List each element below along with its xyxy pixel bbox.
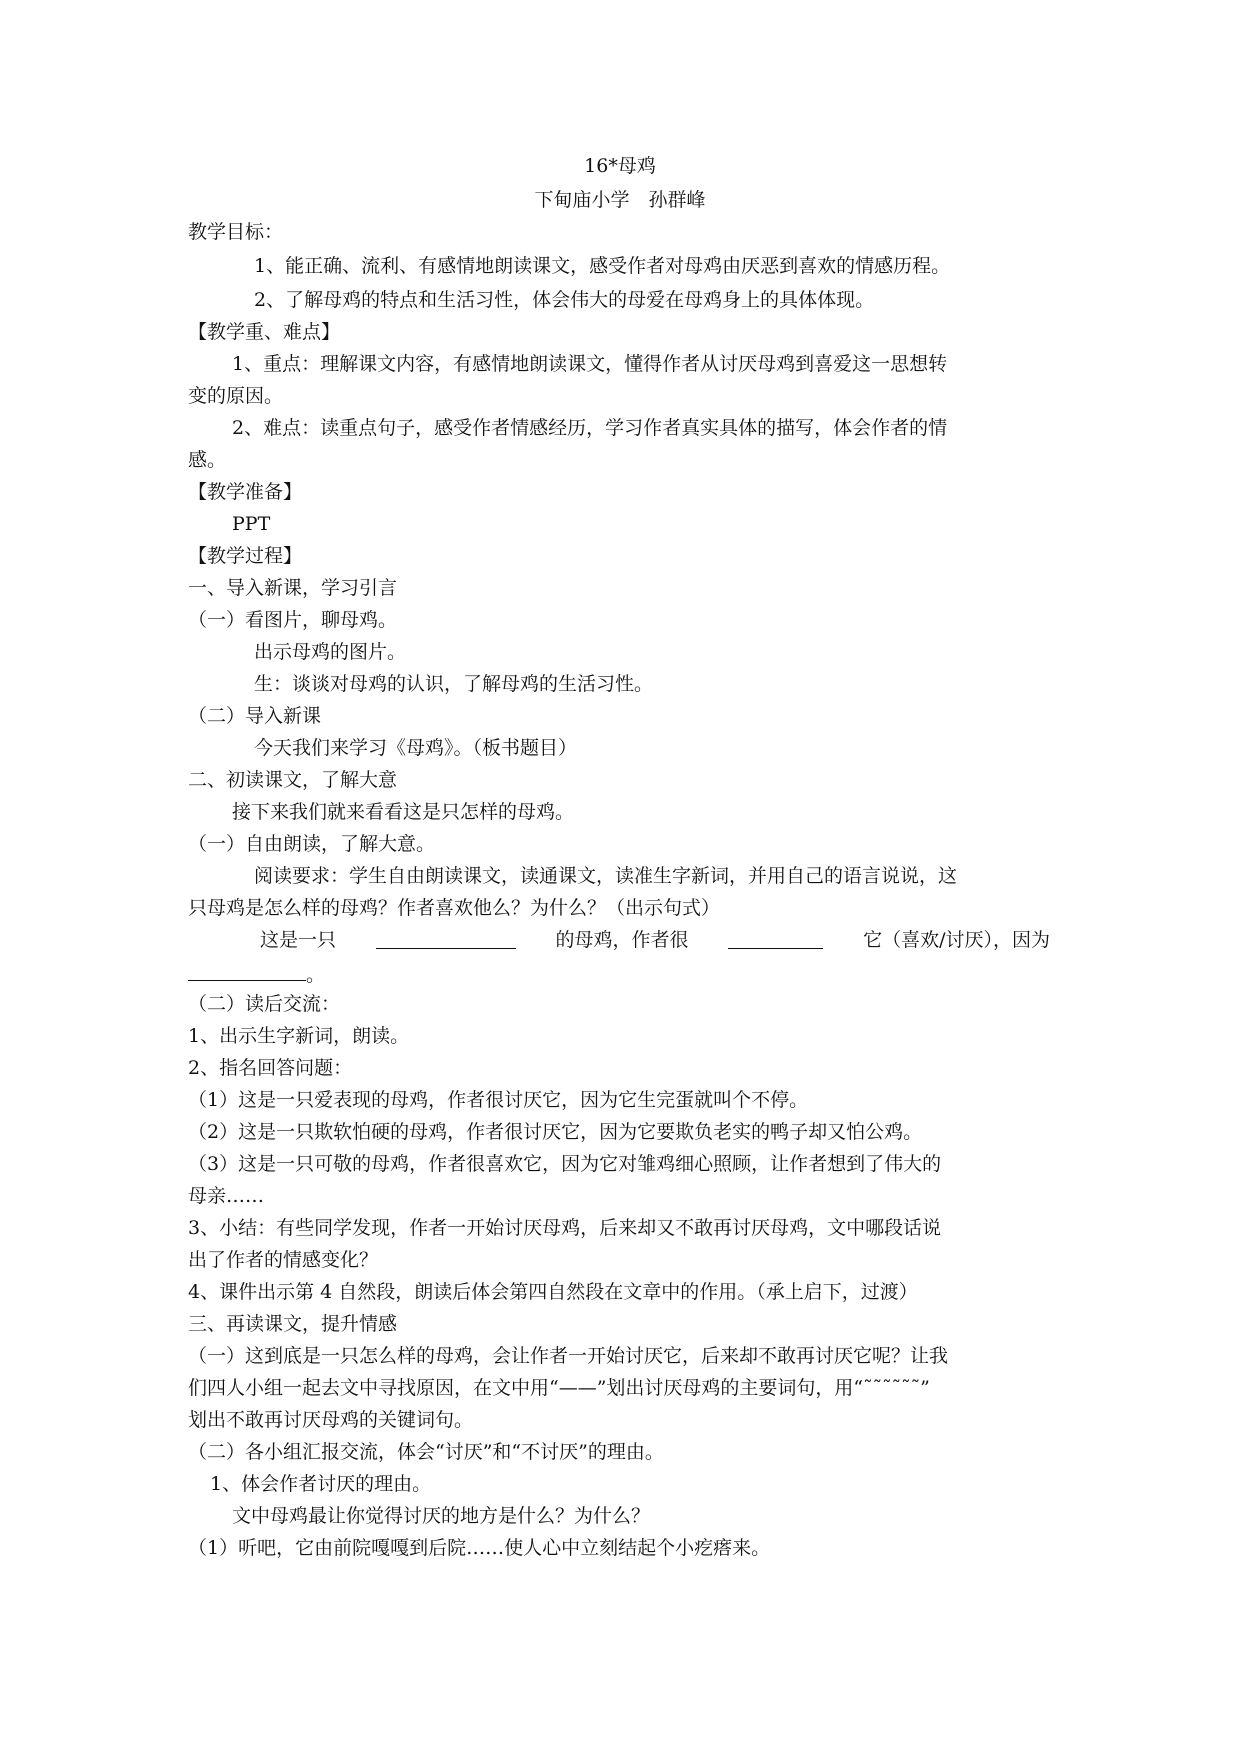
text-line: （2）这是一只欺软怕硬的母鸡，作者很讨厌它，因为它要欺负老实的鸭子却又怕公鸡。 [188, 1121, 923, 1143]
text-line: （一）看图片，聊母鸡。 [188, 609, 398, 631]
fill-in-sentence [260, 928, 1050, 952]
text-line: PPT [232, 513, 271, 535]
text-line: 2、难点：读重点句子，感受作者情感经历，学习作者真实具体的描写，体会作者的情 [232, 417, 948, 439]
section-heading: 教学目标： [188, 221, 284, 243]
text-line: （3）这是一只可敬的母鸡，作者很喜欢它，因为它对雏鸡细心照顾，让作者想到了伟大的 [188, 1153, 942, 1175]
text-line: 1、能正确、流利、有感情地朗读课文，感受作者对母鸡由厌恶到喜欢的情感历程。 [254, 255, 951, 277]
text-line: 只母鸡是怎么样的母鸡？作者喜欢他么？为什么？（出示句式） [188, 897, 721, 919]
text-line: 1、重点：理解课文内容，有感情地朗读课文，懂得作者从讨厌母鸡到喜爱这一思想转 [232, 353, 948, 375]
text-line: 二、初读课文，了解大意 [188, 769, 398, 791]
text-line: （二）读后交流： [188, 993, 341, 1015]
text-line: 3、小结：有些同学发现，作者一开始讨厌母鸡，后来却又不敢再讨厌母鸡，文中哪段话说 [188, 1217, 942, 1239]
text-line: 2、指名回答问题： [188, 1057, 353, 1079]
text-line: 接下来我们就来看看这是只怎样的母鸡。 [232, 801, 575, 823]
author-line: 下甸庙小学 孙群峰 [534, 189, 706, 211]
text-line: 4、课件出示第 4 自然段，朗读后体会第四自然段在文章中的作用。（承上启下，过渡） [188, 1281, 918, 1303]
text-line: 今天我们来学习《母鸡》。（板书题目） [254, 737, 578, 759]
text-line: （二）各小组汇报交流，体会“讨厌”和“不讨厌”的理由。 [188, 1441, 664, 1463]
section-heading: 【教学过程】 [188, 545, 303, 567]
fill-end: 。 [306, 964, 326, 986]
text-line: 出了作者的情感变化？ [188, 1249, 379, 1271]
text-line: 2、了解母鸡的特点和生活习性，体会伟大的母爱在母鸡身上的具体体现。 [254, 289, 875, 311]
text-line: （1）这是一只爱表现的母鸡，作者很讨厌它，因为它生完蛋就叫个不停。 [188, 1089, 809, 1111]
fill-text-c: 它（喜欢/讨厌），因为 [863, 929, 1050, 951]
text-line: 三、再读课文，提升情感 [188, 1313, 398, 1335]
text-line: 1、出示生字新词，朗读。 [188, 1025, 410, 1047]
fill-in-continuation [188, 960, 325, 987]
text-line: （二）导入新课 [188, 705, 322, 727]
text-line: 们四人小组一起去文中寻找原因，在文中用“——”划出讨厌母鸡的主要词句，用“˜˜˜˜˜˜” [188, 1377, 930, 1399]
text-line: 文中母鸡最让你觉得讨厌的地方是什么？为什么？ [232, 1505, 651, 1527]
text-line: （一）这到底是一只怎么样的母鸡，会让作者一开始讨厌它，后来却不敢再讨厌它呢？让我 [188, 1345, 949, 1367]
text-line: 划出不敢再讨厌母鸡的关键词句。 [188, 1409, 474, 1431]
text-line: （1）听吧，它由前院嘎嘎到后院……使人心中立刻结起个小疙瘩来。 [188, 1537, 771, 1559]
text-line: 感。 [188, 449, 227, 471]
text-line: 1、体会作者讨厌的理由。 [210, 1473, 432, 1495]
section-heading: 【教学准备】 [188, 481, 303, 503]
fill-text-a: 这是一只 [260, 929, 337, 951]
text-line: 母亲…… [188, 1185, 265, 1207]
blank-line [376, 928, 516, 949]
text-line: 变的原因。 [188, 385, 284, 407]
text-line: 一、导入新课，学习引言 [188, 577, 398, 599]
text-line: （一）自由朗读，了解大意。 [188, 833, 436, 855]
text-line: 生：谈谈对母鸡的认识，了解母鸡的生活习性。 [254, 673, 654, 695]
fill-text-b: 的母鸡，作者很 [555, 929, 689, 951]
section-heading: 【教学重、难点】 [188, 321, 341, 343]
text-line: 阅读要求：学生自由朗读课文，读通课文，读准生字新词，并用自己的语言说说，这 [254, 865, 958, 887]
blank-line [728, 928, 823, 949]
blank-line [188, 960, 306, 981]
text-line: 出示母鸡的图片。 [254, 641, 407, 663]
document-title: 16*母鸡 [584, 155, 656, 177]
